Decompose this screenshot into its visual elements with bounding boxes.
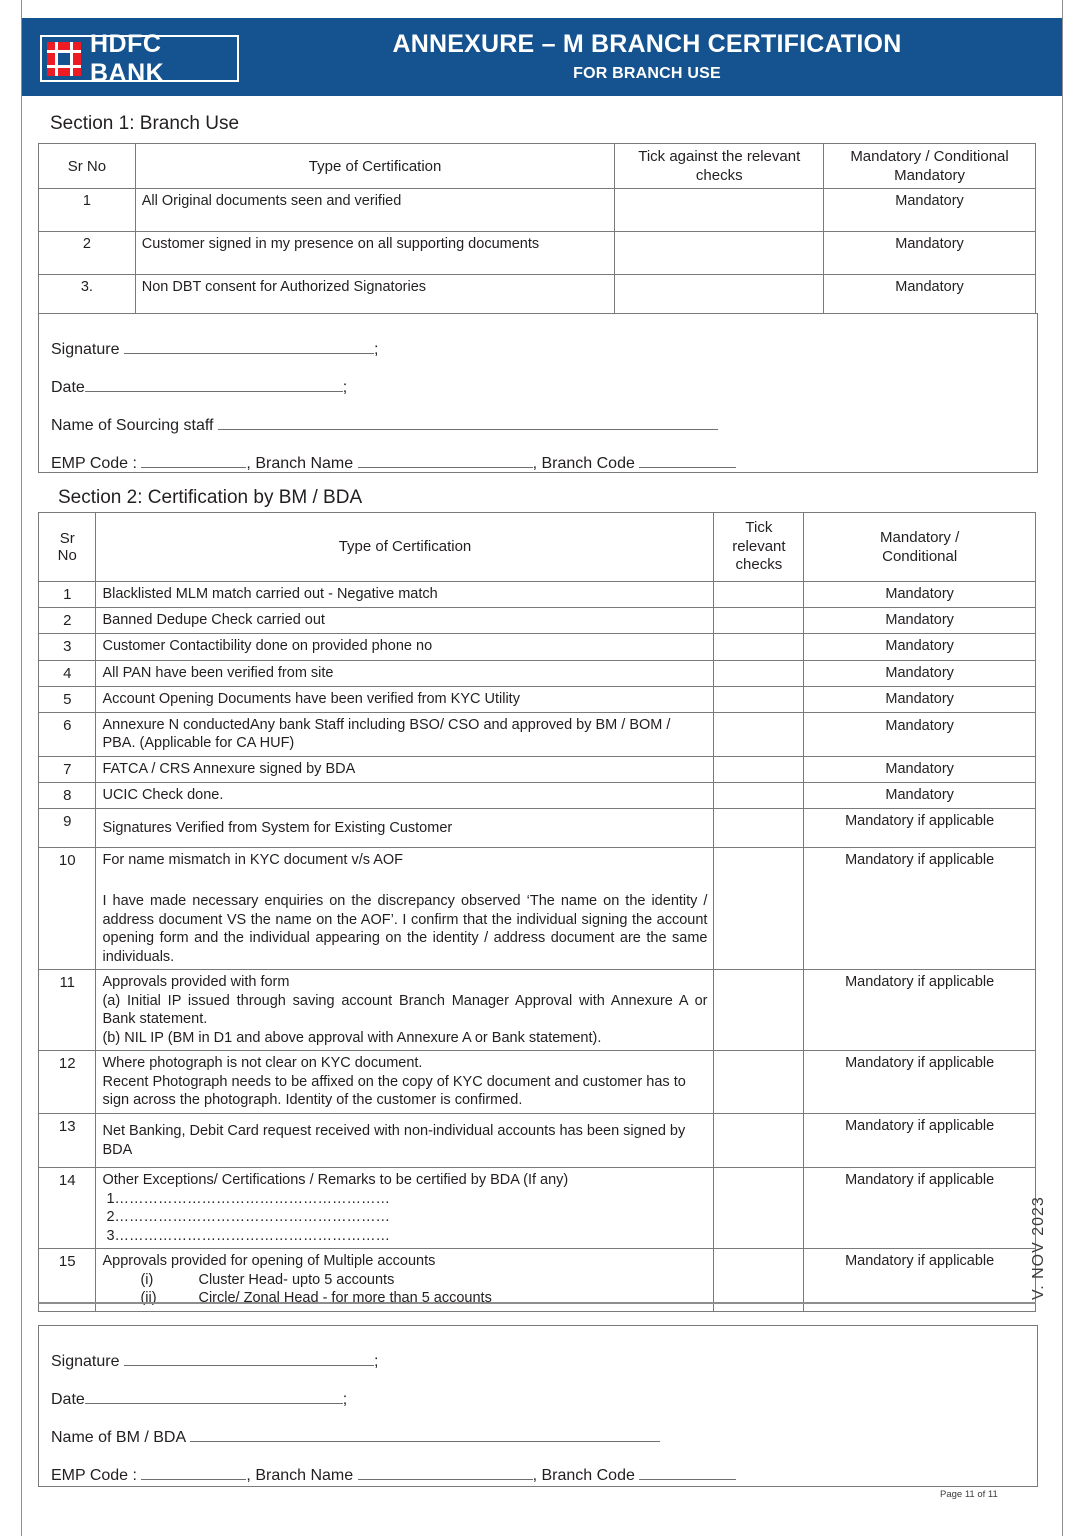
cell-tick-checkbox[interactable] (714, 1168, 804, 1249)
sub-item-2 (102, 1289, 707, 1308)
cell-type-line-2: Recent Photograph needs to be affixed on the copy of KYC document and customer has to sign across the photograph. Identity of the customer is confirmed. (102, 1073, 686, 1109)
table-header-row (39, 513, 1036, 582)
cell-mandatory: Mandatory if applicable (804, 809, 1036, 848)
cell-mandatory: Mandatory (804, 712, 1036, 756)
hdfc-cube-icon (47, 42, 81, 76)
cell-sr-no: 6 (39, 712, 96, 756)
cell-type: Non DBT consent for Authorized Signatories (135, 275, 615, 318)
name-input-line[interactable] (190, 1426, 660, 1442)
cell-mandatory: Mandatory if applicable (804, 1051, 1036, 1114)
signature-input-line[interactable] (124, 338, 374, 354)
table-row (39, 232, 1036, 275)
cell-type: Customer Contactibility done on provided phone no (96, 634, 714, 660)
cell-sr-no: 11 (39, 970, 96, 1051)
signature-row (51, 1350, 378, 1371)
signature-input-line[interactable] (124, 1350, 374, 1366)
emp-code-label: EMP Code : (51, 1467, 137, 1485)
signature-suffix: ; (373, 1353, 379, 1371)
cell-type (96, 1168, 714, 1249)
blank-line-3[interactable]: 3………………………………………………… (106, 1227, 391, 1244)
cell-sr-no: 9 (39, 809, 96, 848)
name-label: Name of Sourcing staff (51, 417, 214, 435)
table-row (39, 608, 1036, 634)
cell-sr-no: 2 (39, 232, 136, 275)
cell-sr-no: 3 (39, 634, 96, 660)
branch-name-label: , Branch Name (246, 455, 354, 473)
cell-type: Customer signed in my presence on all supporting documents (135, 232, 615, 275)
column-header-mandatory: Mandatory / Conditional (804, 513, 1036, 582)
branch-code-input-line[interactable] (639, 452, 736, 468)
cell-type (96, 848, 714, 970)
cell-type-line-1: Other Exceptions/ Certifications / Remarks to be certified by BDA (If any) (102, 1172, 569, 1189)
cell-type (96, 1051, 714, 1114)
cell-tick-checkbox[interactable] (714, 608, 804, 634)
branch-name-input-line[interactable] (358, 452, 533, 468)
cell-mandatory: Mandatory (804, 783, 1036, 809)
signature-label: Signature (51, 341, 120, 359)
signature-label: Signature (51, 1353, 120, 1371)
table-row (39, 970, 1036, 1051)
section-2-table (38, 512, 1036, 1312)
column-header-type: Type of Certification (96, 513, 714, 582)
table-row (39, 757, 1036, 783)
table-row (39, 686, 1036, 712)
sub-item-marker: (ii) (140, 1290, 157, 1307)
cell-sr-no: 14 (39, 1168, 96, 1249)
name-input-line[interactable] (218, 414, 718, 430)
cell-mandatory: Mandatory (824, 189, 1036, 232)
table-row (39, 712, 1036, 756)
cell-sr-no: 5 (39, 686, 96, 712)
cell-mandatory: Mandatory (804, 686, 1036, 712)
cell-tick-checkbox[interactable] (615, 232, 824, 275)
table-row (39, 275, 1036, 318)
table-row (39, 189, 1036, 232)
blank-line-2[interactable]: 2………………………………………………… (106, 1209, 391, 1226)
cell-type: All Original documents seen and verified (135, 189, 615, 232)
column-header-sr-no: Sr No (39, 513, 96, 582)
table-row (39, 848, 1036, 970)
column-header-type: Type of Certification (135, 144, 615, 189)
section-1-heading: Section 1: Branch Use (50, 113, 240, 134)
cell-type: Signatures Verified from System for Existing Customer (96, 809, 714, 848)
cell-mandatory: Mandatory (804, 660, 1036, 686)
section-2-heading: Section 2: Certification by BM / BDA (58, 487, 363, 508)
signature-row (51, 338, 378, 359)
cell-sr-no: 7 (39, 757, 96, 783)
cell-sr-no: 2 (39, 608, 96, 634)
bm-bda-signature-block (38, 1325, 1038, 1487)
cell-tick-checkbox[interactable] (714, 686, 804, 712)
cell-mandatory: Mandatory (804, 634, 1036, 660)
cell-type-line-1: For name mismatch in KYC document v/s AOF (102, 852, 404, 869)
cell-sr-no: 8 (39, 783, 96, 809)
emp-code-input-line[interactable] (141, 1464, 246, 1480)
column-header-tick: Tick against the relevant checks (615, 144, 824, 189)
table-row (39, 1051, 1036, 1114)
branch-code-input-line[interactable] (639, 1464, 736, 1480)
name-label: Name of BM / BDA (51, 1429, 186, 1447)
cell-tick-checkbox[interactable] (714, 848, 804, 970)
cell-mandatory: Mandatory (804, 608, 1036, 634)
cell-type-line-3: (b) NIL IP (BM in D1 and above approval with Annexure A or Bank statement). (102, 1029, 602, 1046)
column-header-sr-no: Sr No (39, 144, 136, 189)
cell-sr-no: 3. (39, 275, 136, 318)
cell-type: Blacklisted MLM match carried out - Negative match (96, 582, 714, 608)
section-divider (38, 1302, 1036, 1304)
cell-tick-checkbox[interactable] (714, 712, 804, 756)
cell-sr-no: 1 (39, 582, 96, 608)
section-1-table (38, 143, 1036, 318)
page-border-right (1062, 0, 1063, 1536)
column-header-mandatory: Mandatory / Conditional Mandatory (824, 144, 1036, 189)
cell-type: All PAN have been verified from site (96, 660, 714, 686)
table-row (39, 1168, 1036, 1249)
date-label: Date (51, 1391, 85, 1409)
page-number: Page 11 of 11 (940, 1489, 998, 1500)
date-row (51, 1388, 347, 1409)
cell-mandatory: Mandatory if applicable (804, 1249, 1036, 1312)
emp-code-row (51, 1464, 736, 1485)
cell-mandatory: Mandatory if applicable (804, 848, 1036, 970)
cell-sr-no: 4 (39, 660, 96, 686)
cell-tick-checkbox[interactable] (714, 757, 804, 783)
cell-type-line-2: I have made necessary enquiries on the discrepancy observed ‘The name on the identity / address document VS the name on the AOF’. I confirm that the individual signing the account opening form and the individual appearing on the identity / address document are the same individuals. (102, 892, 708, 965)
table-row (39, 1113, 1036, 1167)
sourcing-staff-signature-block (38, 313, 1038, 473)
cell-tick-checkbox[interactable] (714, 1051, 804, 1114)
cell-sr-no: 12 (39, 1051, 96, 1114)
emp-code-row (51, 452, 736, 473)
cell-type: Banned Dedupe Check carried out (96, 608, 714, 634)
date-row (51, 376, 347, 397)
cell-mandatory: Mandatory if applicable (804, 1113, 1036, 1167)
cell-mandatory: Mandatory (824, 232, 1036, 275)
cell-type: UCIC Check done. (96, 783, 714, 809)
signature-suffix: ; (373, 341, 379, 359)
column-header-tick: Tick relevant checks (714, 513, 804, 582)
hdfc-bank-logo (40, 29, 239, 87)
cell-type-line-1: Approvals provided for opening of Multiple accounts (102, 1253, 436, 1270)
branch-name-input-line[interactable] (358, 1464, 533, 1480)
cell-tick-checkbox[interactable] (615, 275, 824, 318)
cell-type (96, 970, 714, 1051)
cell-type-line-1: Approvals provided with form (102, 974, 290, 991)
table-row (39, 660, 1036, 686)
cell-tick-checkbox[interactable] (714, 783, 804, 809)
cell-sr-no: 10 (39, 848, 96, 970)
emp-code-label: EMP Code : (51, 455, 137, 473)
table-row (39, 634, 1036, 660)
cell-sr-no: 15 (39, 1249, 96, 1312)
table-header-row (39, 144, 1036, 189)
page-title: ANNEXURE – M BRANCH CERTIFICATION (392, 30, 902, 58)
cell-mandatory: Mandatory if applicable (804, 1168, 1036, 1249)
cell-type-line-2: (a) Initial IP issued through saving account Branch Manager Approval with Annexure A or Bank statement. (102, 992, 708, 1028)
sub-item-text: Circle/ Zonal Head - for more than 5 accounts (198, 1290, 492, 1307)
name-row (51, 414, 718, 435)
date-suffix: ; (342, 379, 348, 397)
header-banner (22, 18, 1062, 96)
cell-type: Net Banking, Debit Card request received with non-individual accounts has been signed by BDA (96, 1113, 714, 1167)
cell-tick-checkbox[interactable] (714, 809, 804, 848)
table-row (39, 783, 1036, 809)
date-label: Date (51, 379, 85, 397)
date-suffix: ; (342, 1391, 348, 1409)
emp-code-input-line[interactable] (141, 452, 246, 468)
name-row (51, 1426, 660, 1447)
blank-line-1[interactable]: 1………………………………………………… (106, 1190, 391, 1207)
cell-mandatory: Mandatory (804, 582, 1036, 608)
cell-sr-no: 13 (39, 1113, 96, 1167)
branch-code-label: , Branch Code (532, 1467, 635, 1485)
cell-tick-checkbox[interactable] (714, 1113, 804, 1167)
cell-mandatory: Mandatory if applicable (804, 970, 1036, 1051)
cell-mandatory: Mandatory (804, 757, 1036, 783)
cell-tick-checkbox[interactable] (714, 634, 804, 660)
cell-tick-checkbox[interactable] (714, 970, 804, 1051)
date-input-line[interactable] (85, 1388, 343, 1404)
cell-sr-no: 1 (39, 189, 136, 232)
table-row (39, 582, 1036, 608)
sub-item-text: Cluster Head- upto 5 accounts (198, 1271, 395, 1288)
cell-type: Annexure N conductedAny bank Staff including BSO/ CSO and approved by BM / BOM / PBA. (Applicable for CA HUF) (96, 712, 714, 756)
branch-code-label: , Branch Code (532, 455, 635, 473)
cell-type: FATCA / CRS Annexure signed by BDA (96, 757, 714, 783)
cell-tick-checkbox[interactable] (615, 189, 824, 232)
branch-name-label: , Branch Name (246, 1467, 354, 1485)
sub-item-1 (102, 1271, 707, 1290)
cell-mandatory: Mandatory (824, 275, 1036, 318)
table-row (39, 809, 1036, 848)
cell-type: Account Opening Documents have been verified from KYC Utility (96, 686, 714, 712)
cell-type-line-1: Where photograph is not clear on KYC document. (102, 1055, 423, 1072)
cell-tick-checkbox[interactable] (714, 660, 804, 686)
page-border-left (21, 0, 22, 1536)
page-subtitle: FOR BRANCH USE (573, 65, 721, 82)
version-stamp: V. NOV 2023 (1030, 1196, 1047, 1300)
cell-tick-checkbox[interactable] (714, 582, 804, 608)
sub-item-marker: (i) (140, 1271, 154, 1288)
logo-wordmark: HDFC BANK (90, 29, 165, 87)
date-input-line[interactable] (85, 376, 343, 392)
